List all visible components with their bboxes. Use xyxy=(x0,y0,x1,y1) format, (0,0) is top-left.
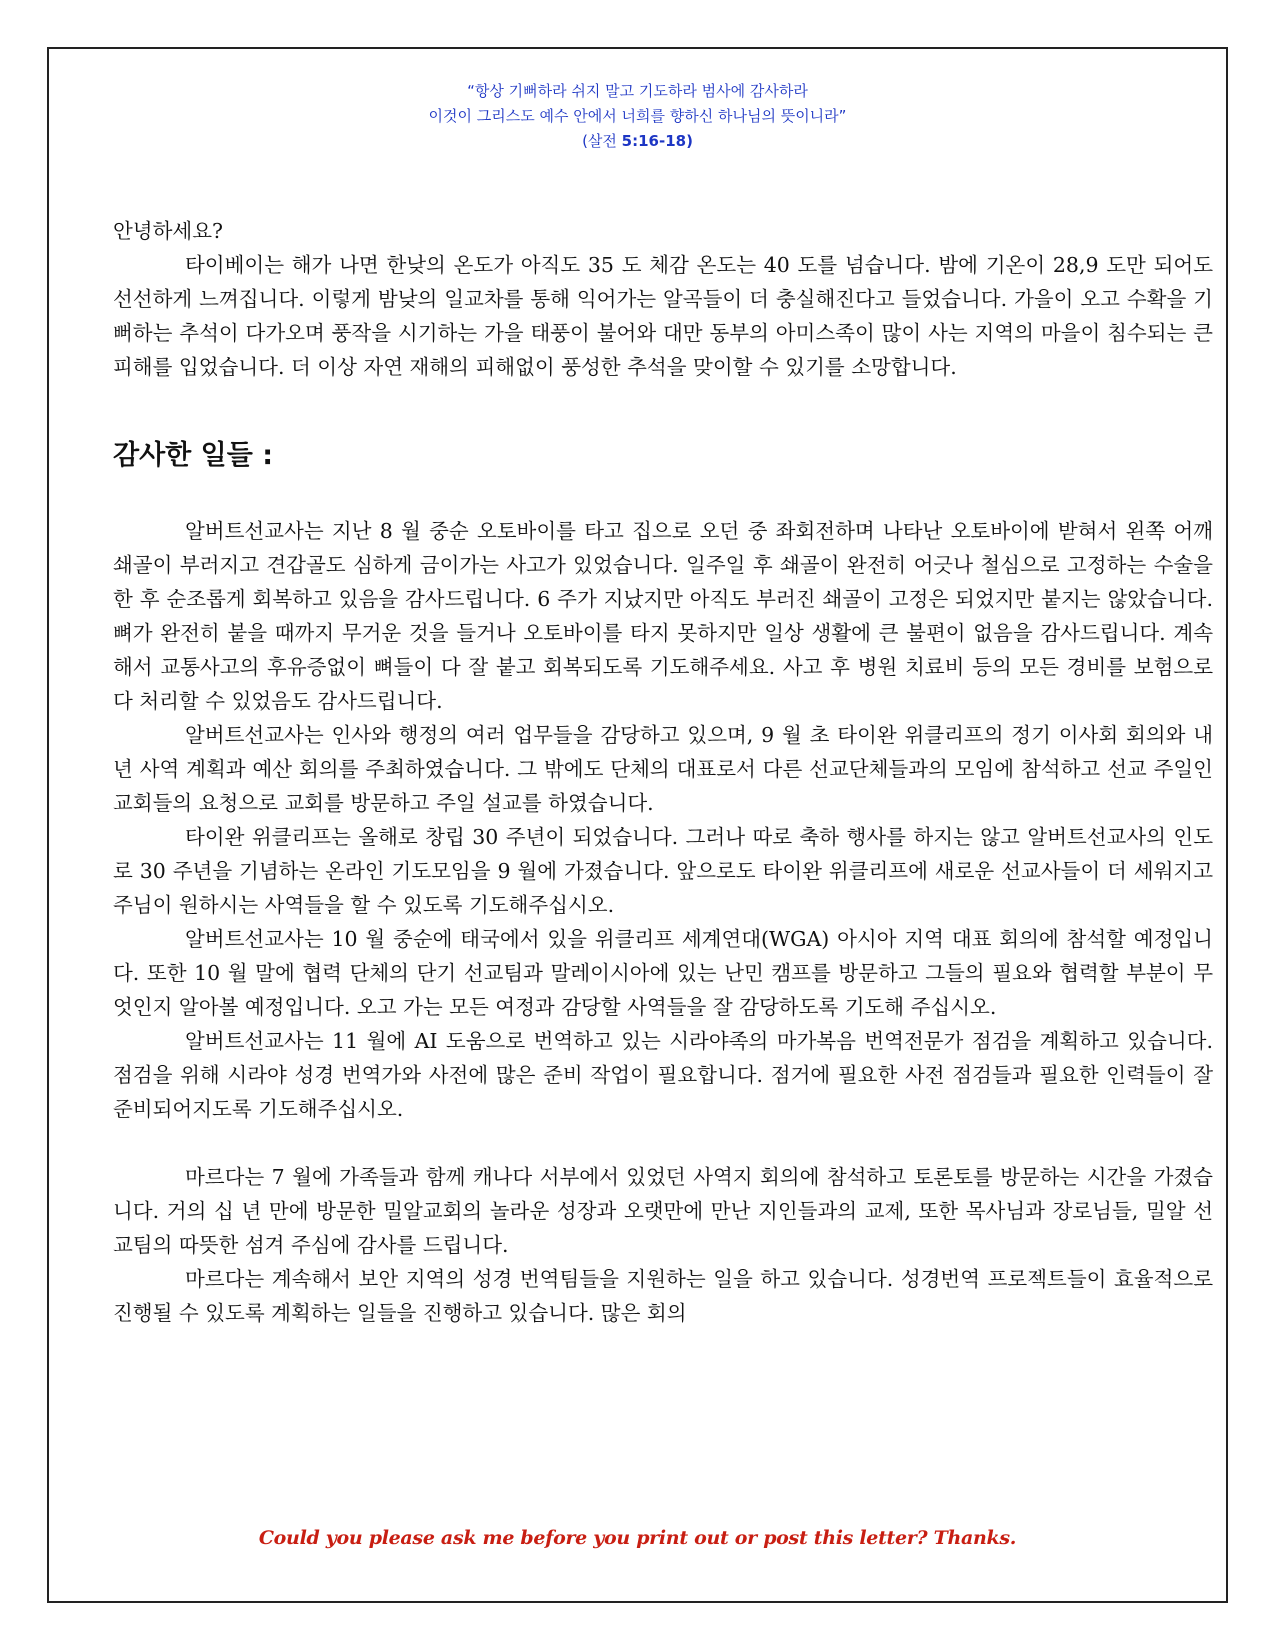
body-paragraph: 알버트선교사는 인사와 행정의 여러 업무들을 감당하고 있으며, 9 월 초 타이완 위클리프의 정기 이사회 회의와 내년 사역 계획과 예산 회의를 주최하였습니다. 그 밖에도 단체의 대표로서 다른 선교단체들과의 모임에 참석하고 선교 주일인 교회들의 요청으로 교회를 방문하고 주일 설교를 하였습니다. xyxy=(113,723,1213,815)
verse-reference xyxy=(49,129,1226,154)
verse-reference-chapter: 5:16-18) xyxy=(621,132,693,150)
scripture-verse xyxy=(49,79,1226,154)
body-paragraph: 알버트선교사는 지난 8 월 중순 오토바이를 타고 집으로 오던 중 좌회전하며 나타난 오토바이에 받혀서 왼쪽 어깨 쇄골이 부러지고 견갑골도 심하게 금이가는 사고가 있었습니다. 일주일 후 쇄골이 완전히 어긋나 철심으로 고정하는 수술을 한 후 순조롭게 회복하고 있음을 감사드립니다. 6 주가 지났지만 아직도 부러진 쇄골이 고정은 되었지만 붙지는 않았습니다. 뼈가 완전히 붙을 때까지 무거운 것을 들거나 오토바이를 타지 못하지만 일상 생활에 큰 불편이 없음을 감사드립니다. 계속해서 교통사고의 후유증없이 뼈들이 다 잘 붙고 회복되도록 기도해주세요. 사고 후 병원 치료비 등의 모든 경비를 보험으로 다 처리할 수 있었음도 감사드립니다. xyxy=(113,519,1213,713)
body-paragraph: 마르다는 7 월에 가족들과 함께 캐나다 서부에서 있었던 사역지 회의에 참석하고 토론토를 방문하는 시간을 가졌습니다. 거의 십 년 만에 방문한 밀알교회의 놀라운 성장과 오랫만에 만난 지인들과의 교제, 또한 목사님과 장로님들, 밀알 선교팀의 따뜻한 섬겨 주심에 감사를 드립니다. xyxy=(113,1165,1213,1257)
body-paragraph: 타이완 위클리프는 올해로 창립 30 주년이 되었습니다. 그러나 따로 축하 행사를 하지는 않고 알버트선교사의 인도로 30 주년을 기념하는 온라인 기도모임을 9 월에 가졌습니다. 앞으로도 타이완 위클리프에 새로운 선교사들이 더 세워지고 주님이 원하시는 사역들을 할 수 있도록 기도해주십시오. xyxy=(113,825,1213,917)
verse-line-1: “항상 기뻐하라 쉬지 말고 기도하라 범사에 감사하라 xyxy=(467,82,808,100)
section-heading-thanks: 감사한 일들 : xyxy=(113,440,274,471)
letter-body xyxy=(113,214,1213,1330)
body-paragraph: 마르다는 계속해서 보안 지역의 성경 번역팀들을 지원하는 일을 하고 있습니다. 성경번역 프로젝트들이 효율적으로 진행될 수 있도록 계획하는 일들을 진행하고 있습니다. 많은 회의 xyxy=(113,1267,1213,1325)
letter-page-frame xyxy=(47,47,1228,1603)
verse-reference-book: (살전 xyxy=(582,132,622,150)
body-paragraph: 알버트선교사는 10 월 중순에 태국에서 있을 위클리프 세계연대(WGA) 아시아 지역 대표 회의에 참석할 예정입니다. 또한 10 월 말에 협력 단체의 단기 선교팀과 말레이시아에 있는 난민 캠프를 방문하고 그들의 필요와 협력할 부분이 무엇인지 알아볼 예정입니다. 오고 가는 모든 여정과 감당할 사역들을 잘 감당하도록 기도해 주십시오. xyxy=(113,927,1213,1019)
verse-line-2: 이것이 그리스도 예수 안에서 너희를 향하신 하나님의 뜻이니라” xyxy=(428,107,847,125)
intro-paragraph: 타이베이는 해가 나면 한낮의 온도가 아직도 35 도 체감 온도는 40 도를 넘습니다. 밤에 기온이 28,9 도만 되어도 선선하게 느껴집니다. 이렇게 밤낮의 일교차를 통해 익어가는 알곡들이 더 충실해진다고 들었습니다. 가을이 오고 수확을 기뻐하는 추석이 다가오며 풍작을 시기하는 가을 태풍이 불어와 대만 동부의 아미스족이 많이 사는 지역의 마을이 침수되는 큰 피해를 입었습니다. 더 이상 자연 재해의 피해없이 풍성한 추석을 맞이할 수 있기를 소망합니다. xyxy=(113,253,1213,379)
paragraph-gap xyxy=(113,1126,1213,1160)
footer-print-request: Could you please ask me before you print out or post this letter? Thanks. xyxy=(258,1527,1017,1549)
body-paragraph: 알버트선교사는 11 월에 AI 도움으로 번역하고 있는 시라야족의 마가복음 번역전문가 점검을 계획하고 있습니다. 점검을 위해 시라야 성경 번역가와 사전에 많은 준비 작업이 필요합니다. 점거에 필요한 사전 점검들과 필요한 인력들이 잘 준비되어지도록 기도해주십시오. xyxy=(113,1029,1213,1121)
greeting: 안녕하세요? xyxy=(113,219,224,243)
